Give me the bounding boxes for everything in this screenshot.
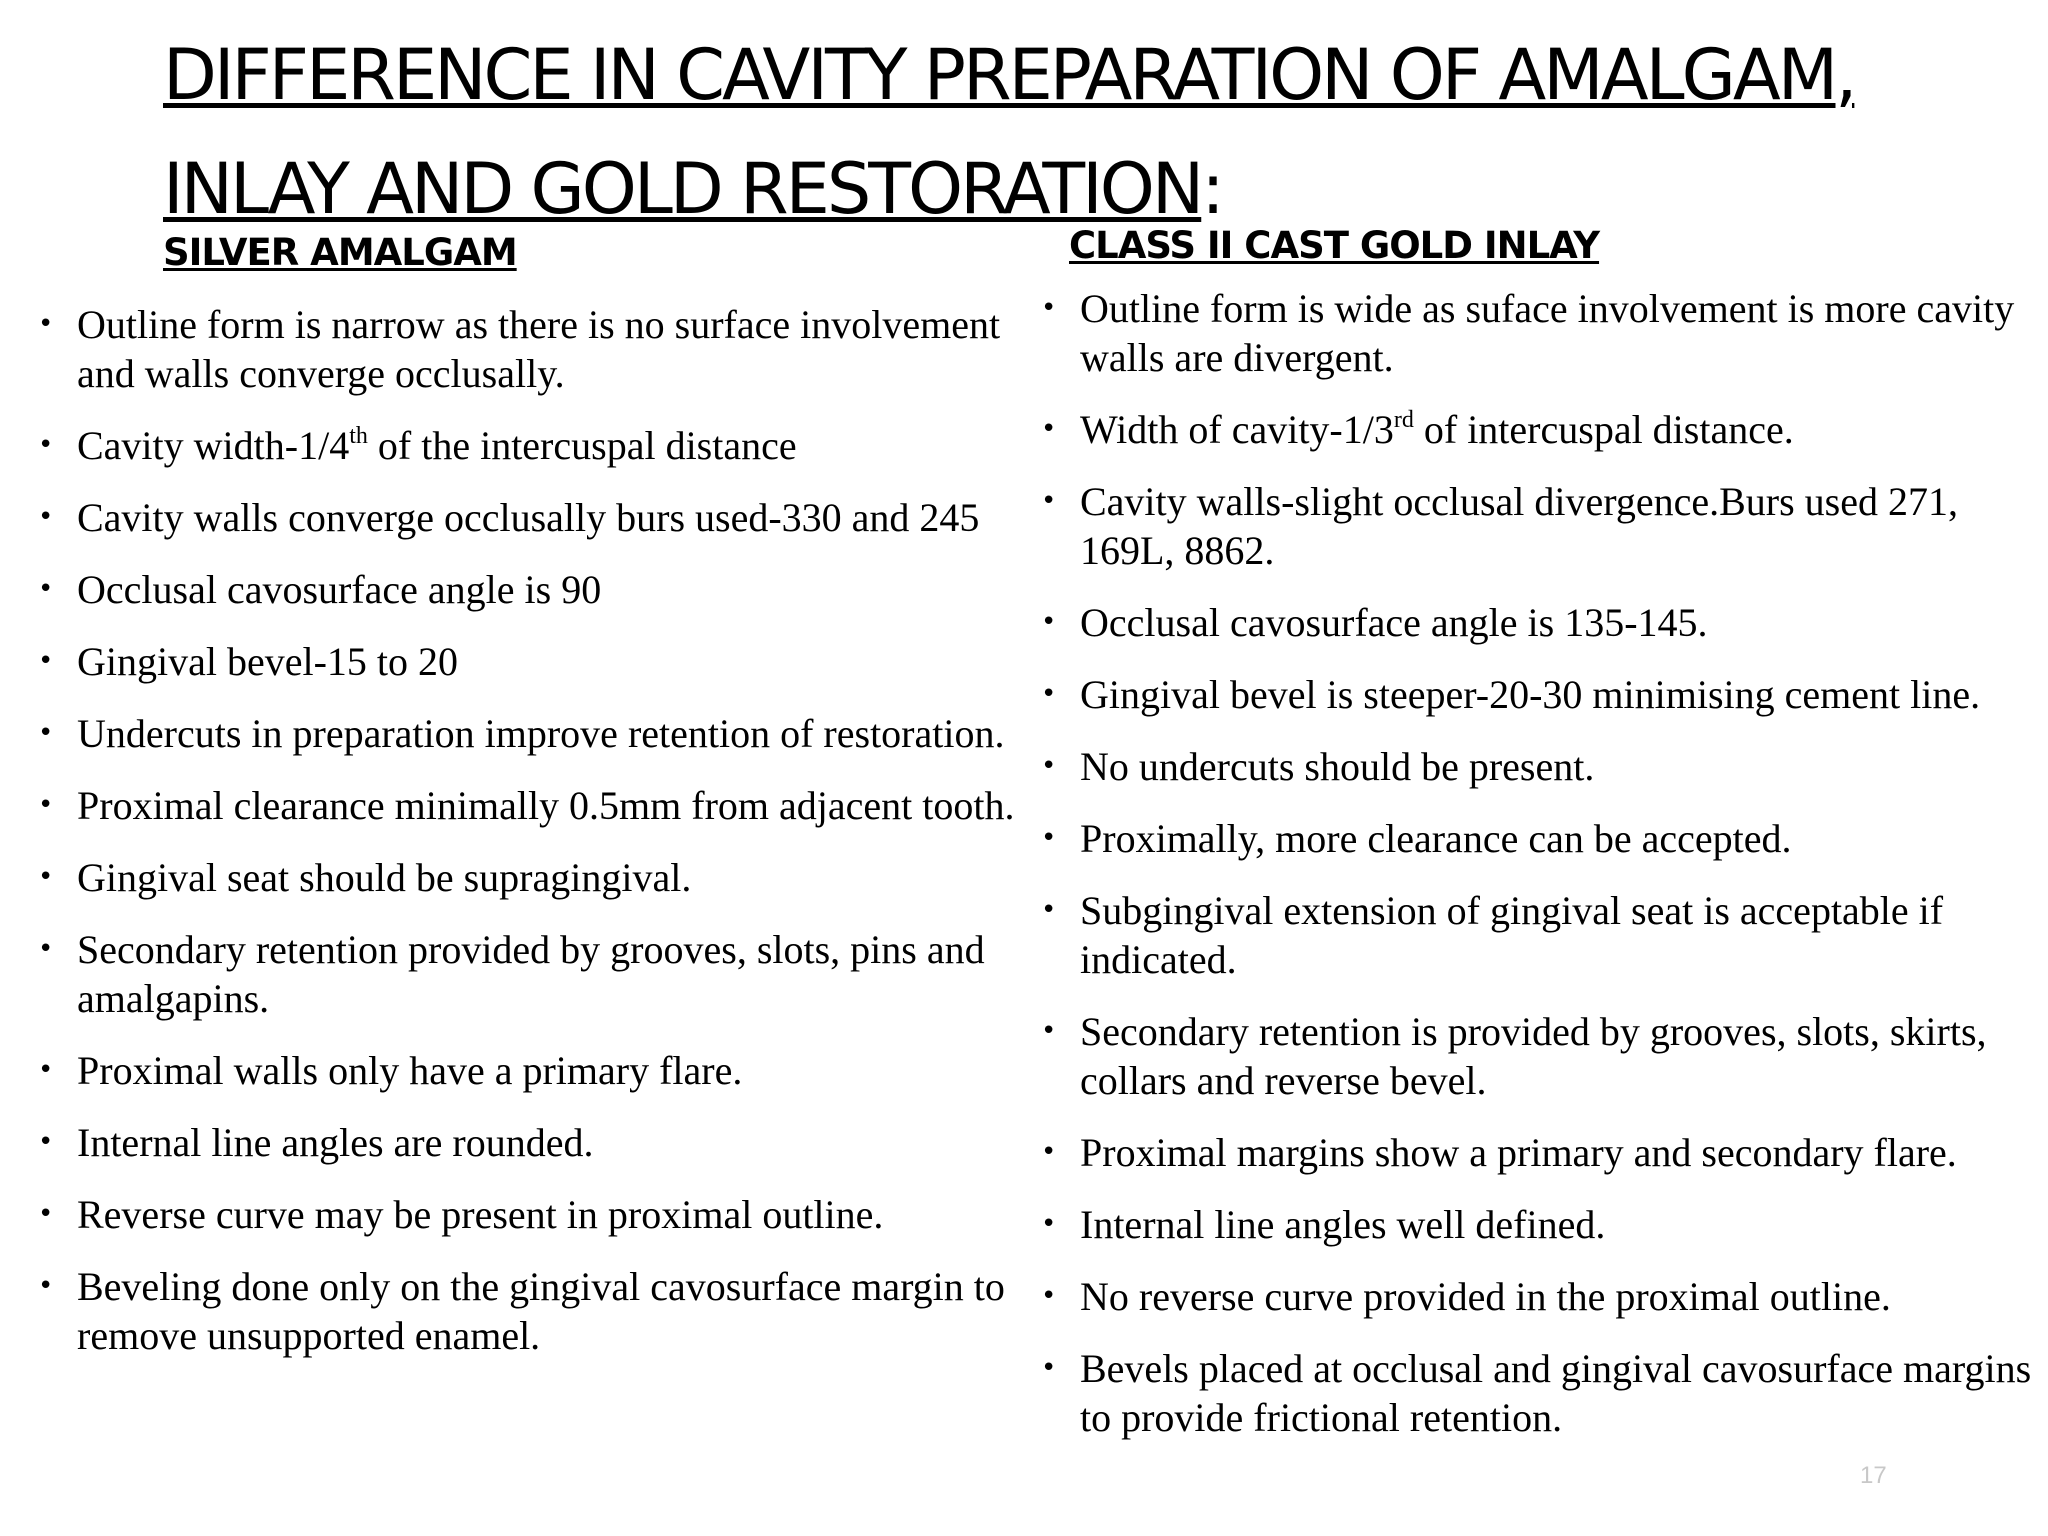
bullet-icon: • bbox=[1041, 1209, 1057, 1239]
list-item-text: Occlusal cavosurface angle is 135-145. bbox=[1080, 600, 1708, 645]
list-item bbox=[1037, 1200, 2042, 1249]
bullet-icon: • bbox=[38, 934, 54, 964]
bullet-icon: • bbox=[38, 646, 54, 676]
list-item bbox=[34, 300, 1024, 398]
bullet-icon: • bbox=[1041, 1016, 1057, 1046]
list-item bbox=[34, 1190, 1024, 1239]
list-item-text: Cavity walls converge occlusally burs used-330 and 245 bbox=[77, 495, 980, 540]
bullet-icon: • bbox=[1041, 895, 1057, 925]
list-item-text: Outline form is wide as suface involvement is more cavity walls are divergent. bbox=[1080, 286, 2015, 380]
list-item bbox=[1037, 1128, 2042, 1177]
list-item-text: Internal line angles are rounded. bbox=[77, 1120, 594, 1165]
list-item-text: Internal line angles well defined. bbox=[1080, 1202, 1606, 1247]
bullet-icon: • bbox=[38, 309, 54, 339]
list-item bbox=[1037, 814, 2042, 863]
list-item-text: No reverse curve provided in the proximal outline. bbox=[1080, 1274, 1891, 1319]
list-item-text: Gingival bevel is steeper-20-30 minimising cement line. bbox=[1080, 672, 1981, 717]
list-item bbox=[34, 1118, 1024, 1167]
list-item bbox=[1037, 598, 2042, 647]
bullet-icon: • bbox=[1041, 1281, 1057, 1311]
list-item-text: Bevels placed at occlusal and gingival cavosurface margins to provide frictional retention. bbox=[1080, 1346, 2032, 1440]
bullet-icon: • bbox=[38, 718, 54, 748]
list-item-text: Occlusal cavosurface angle is 90 bbox=[77, 567, 602, 612]
bullet-icon: • bbox=[38, 430, 54, 460]
list-item-text: Secondary retention is provided by grooves, slots, skirts, collars and reverse bevel. bbox=[1080, 1009, 1987, 1103]
superscript: th bbox=[349, 423, 368, 449]
list-item bbox=[1037, 477, 2042, 575]
list-item-text: of intercuspal distance. bbox=[1413, 407, 1794, 452]
list-item bbox=[34, 637, 1024, 686]
bullet-icon: • bbox=[1041, 1137, 1057, 1167]
list-item bbox=[34, 853, 1024, 902]
list-item-text: Secondary retention provided by grooves, slots, pins and amalgapins. bbox=[77, 927, 985, 1021]
list-item bbox=[1037, 742, 2042, 791]
list-item bbox=[1037, 405, 2042, 454]
bullet-icon: • bbox=[1041, 293, 1057, 323]
bullet-icon: • bbox=[1041, 486, 1057, 516]
bullet-icon: • bbox=[38, 502, 54, 532]
page-title-text: DIFFERENCE IN CAVITY PREPARATION OF AMALGAM, INLAY AND GOLD RESTORATION bbox=[163, 34, 1855, 230]
list-item-text: Gingival bevel-15 to 20 bbox=[77, 639, 459, 684]
bullet-icon: • bbox=[38, 790, 54, 820]
list-item-text: Cavity walls-slight occlusal divergence.Burs used 271, 169L, 8862. bbox=[1080, 479, 1958, 573]
list-item bbox=[1037, 1272, 2042, 1321]
list-item bbox=[1037, 670, 2042, 719]
page-title-colon: : bbox=[1201, 148, 1222, 230]
list-item bbox=[34, 1046, 1024, 1095]
list-item bbox=[34, 565, 1024, 614]
page-number: 17 bbox=[1860, 1462, 1887, 1489]
bullet-icon: • bbox=[1041, 1353, 1057, 1383]
cast-gold-inlay-heading: CLASS II CAST GOLD INLAY bbox=[1069, 224, 1600, 267]
bullet-icon: • bbox=[38, 1127, 54, 1157]
list-item-text: Undercuts in preparation improve retention of restoration. bbox=[77, 711, 1005, 756]
bullet-icon: • bbox=[1041, 607, 1057, 637]
list-item-text: Beveling done only on the gingival cavosurface margin to remove unsupported enamel. bbox=[77, 1264, 1005, 1358]
list-item bbox=[34, 925, 1024, 1023]
bullet-icon: • bbox=[38, 1271, 54, 1301]
list-item-text: Outline form is narrow as there is no surface involvement and walls converge occlusally. bbox=[77, 302, 1001, 396]
list-item bbox=[34, 1262, 1024, 1360]
list-item-text: Proximal clearance minimally 0.5mm from adjacent tooth. bbox=[77, 783, 1015, 828]
silver-amalgam-list bbox=[34, 300, 1024, 1383]
bullet-icon: • bbox=[1041, 751, 1057, 781]
superscript: rd bbox=[1393, 407, 1414, 433]
bullet-icon: • bbox=[1041, 414, 1057, 444]
list-item bbox=[34, 709, 1024, 758]
silver-amalgam-heading: SILVER AMALGAM bbox=[163, 231, 517, 274]
list-item bbox=[34, 781, 1024, 830]
list-item-text: Reverse curve may be present in proximal outline. bbox=[77, 1192, 884, 1237]
bullet-icon: • bbox=[38, 862, 54, 892]
page-title bbox=[163, 18, 1983, 246]
bullet-icon: • bbox=[1041, 679, 1057, 709]
bullet-icon: • bbox=[38, 574, 54, 604]
bullet-icon: • bbox=[38, 1055, 54, 1085]
list-item-text: Proximal walls only have a primary flare. bbox=[77, 1048, 743, 1093]
list-item-text: Subgingival extension of gingival seat is acceptable if indicated. bbox=[1080, 888, 1944, 982]
bullet-icon: • bbox=[38, 1199, 54, 1229]
list-item bbox=[34, 493, 1024, 542]
list-item-text: Proximally, more clearance can be accepted. bbox=[1080, 816, 1792, 861]
list-item-text: Proximal margins show a primary and secondary flare. bbox=[1080, 1130, 1957, 1175]
list-item-text: Gingival seat should be supragingival. bbox=[77, 855, 692, 900]
list-item bbox=[1037, 1344, 2042, 1442]
list-item-text: No undercuts should be present. bbox=[1080, 744, 1595, 789]
list-item bbox=[1037, 886, 2042, 984]
list-item bbox=[1037, 284, 2042, 382]
list-item bbox=[1037, 1007, 2042, 1105]
list-item-text: of the intercuspal distance bbox=[367, 423, 797, 468]
bullet-icon: • bbox=[1041, 823, 1057, 853]
list-item-text: Width of cavity-1/3 bbox=[1080, 407, 1394, 452]
list-item bbox=[34, 421, 1024, 470]
list-item-text: Cavity width-1/4 bbox=[77, 423, 350, 468]
cast-gold-inlay-list bbox=[1037, 284, 2042, 1465]
